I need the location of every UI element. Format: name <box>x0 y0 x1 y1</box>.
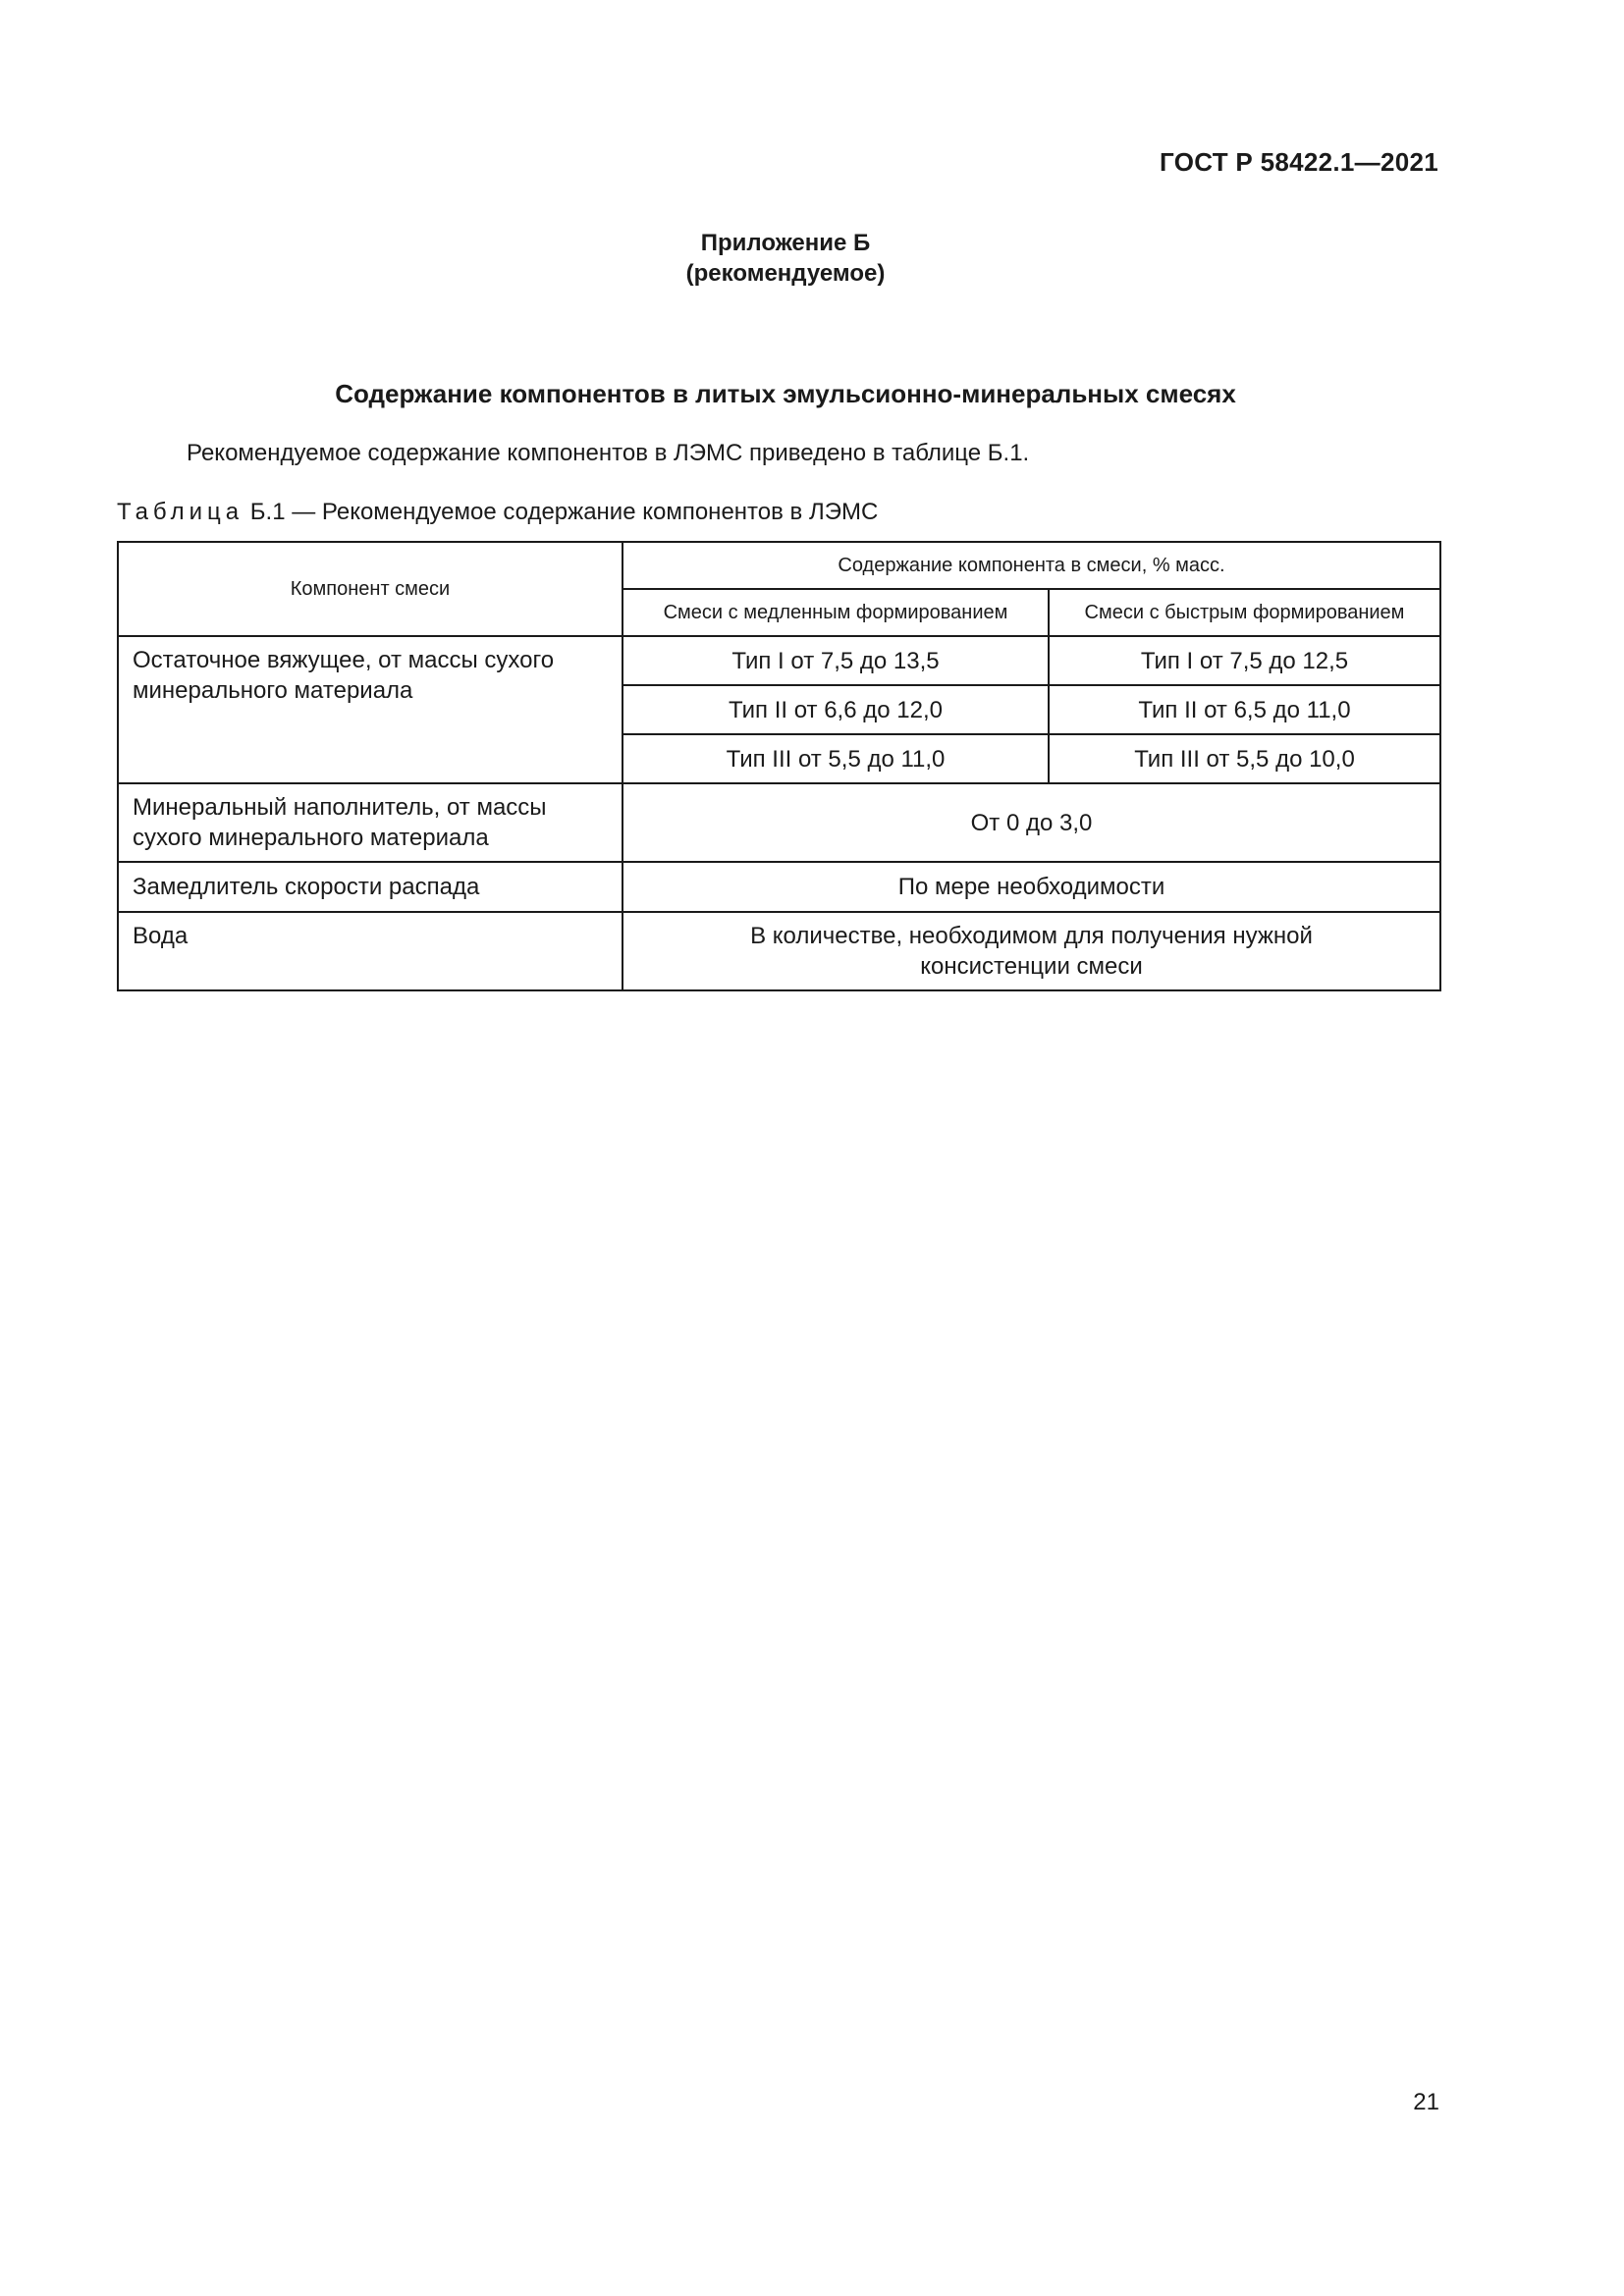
row-filler-component: Минеральный наполнитель, от массы сухого минерального материала <box>118 783 623 862</box>
table-row <box>118 862 1440 912</box>
cell-fast-type1: Тип I от 7,5 до 12,5 <box>1049 636 1440 685</box>
section-title: Содержание компонентов в литых эмульсионно-минеральных смесях <box>335 379 1236 408</box>
table-caption-number: Б.1 — <box>249 499 316 525</box>
cell-filler-value: От 0 до 3,0 <box>623 783 1440 862</box>
cell-water-value: В количестве, необходимом для получения нужной консистенции смеси <box>623 912 1440 990</box>
cell-slow-type3: Тип III от 5,5 до 11,0 <box>623 734 1049 783</box>
annex-status: (рекомендуемое) <box>685 260 886 287</box>
table-caption-label: Таблица <box>117 499 244 525</box>
components-table <box>117 541 1441 991</box>
table-header-row <box>118 542 1440 589</box>
header-fast: Смеси с быстрым формированием <box>1049 589 1440 636</box>
table-caption-text: Рекомендуемое содержание компонентов в ЛЭМС <box>321 499 879 525</box>
row-water-component: Вода <box>118 912 623 990</box>
annex-heading <box>0 228 1571 289</box>
header-content: Содержание компонента в смеси, % масс. <box>623 542 1440 589</box>
table-caption <box>117 499 878 526</box>
table-row <box>118 636 1440 685</box>
row-binder-component: Остаточное вяжущее, от массы сухого минерального материала <box>118 636 623 783</box>
intro-paragraph: Рекомендуемое содержание компонентов в ЛЭМС приведено в таблице Б.1. <box>187 440 1030 466</box>
cell-slow-type2: Тип II от 6,6 до 12,0 <box>623 685 1049 734</box>
header-slow: Смеси с медленным формированием <box>623 589 1049 636</box>
table-row <box>118 912 1440 990</box>
document-code: ГОСТ Р 58422.1—2021 <box>1160 147 1438 177</box>
header-component: Компонент смеси <box>118 542 623 636</box>
annex-title: Приложение Б <box>700 230 871 256</box>
cell-slow-type1: Тип I от 7,5 до 13,5 <box>623 636 1049 685</box>
row-retarder-component: Замедлитель скорости распада <box>118 862 623 912</box>
table-row <box>118 783 1440 862</box>
page-number: 21 <box>1413 2089 1439 2115</box>
cell-retarder-value: По мере необходимости <box>623 862 1440 912</box>
cell-fast-type2: Тип II от 6,5 до 11,0 <box>1049 685 1440 734</box>
cell-fast-type3: Тип III от 5,5 до 10,0 <box>1049 734 1440 783</box>
